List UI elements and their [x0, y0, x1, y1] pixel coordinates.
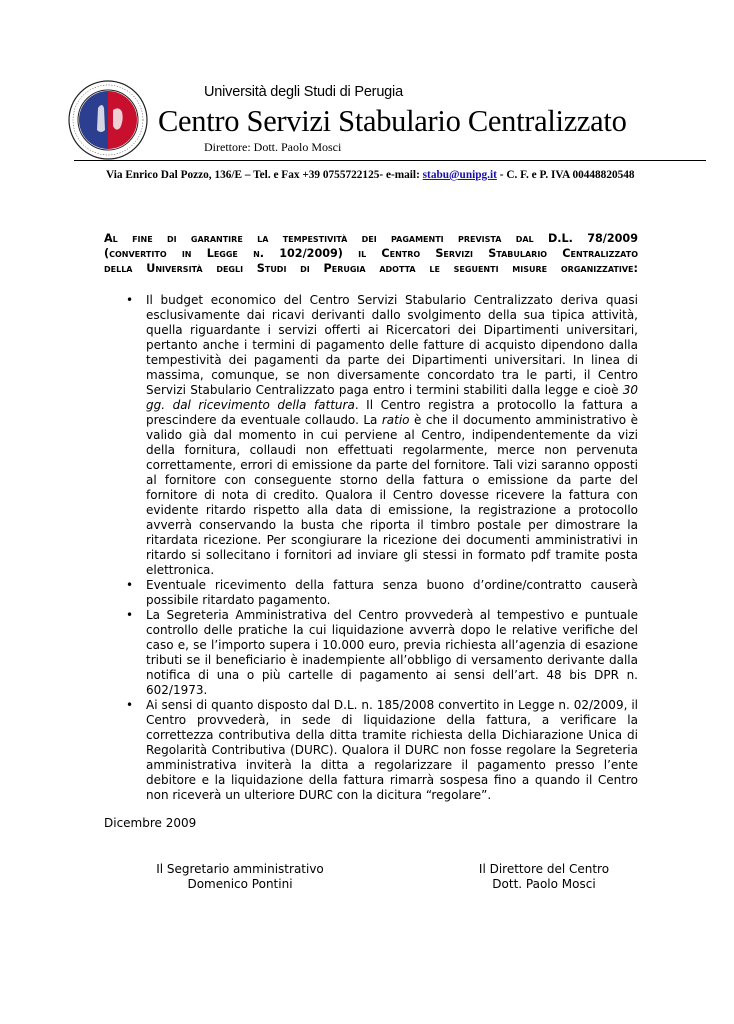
header-divider — [74, 160, 706, 161]
heading-line-2: (convertito in Legge n. 102/2009) il Centro Servizi Stabulario Centralizzato — [104, 247, 638, 260]
item-text: è che il documento amministrativo è valido già dal momento in cui perviene al Centro, indipendentemente da vizi della fornitura, collaudi non effettuati regolarmente, merce non pervenuta correttamente, errori di emissione da parte del fornitore. Tali vizi saranno opposti al fornitore con conseguente storno della fattura o emissione da parte del fornitore di nota di credito. Qualora il Centro dovesse ricevere la fattura con evidente ritardo rispetto alla data di emissione, la registrazione a protocollo avverrà conservando la busta che riporta il timbro postale per dimostrare la ritardata ricezione. Per scongiurare la ricezione dei documenti amministrativi in ritardo si sollecitano i fornitori ad inviare gli stessi in formato pdf tramite posta elettronica. — [146, 413, 638, 577]
item-text: Il budget economico del Centro Servizi Stabulario Centralizzato deriva quasi esclusivamente dai ricavi derivanti dallo svolgimento della sua tipica attività, quella riguardante i servizi offerti ai Ricercatori dei Dipartimenti universitari, pertanto anche i termini di pagamento delle fatture di acquisto dipendono dalla tempestività dei pagamenti da parte dei Dipartimenti universitari. In linea di massima, comunque, se non diversamente concordato tra le parti, il Centro Servizi Stabulario Centralizzato paga entro i termini stabiliti dalla legge e cioè — [146, 293, 638, 397]
bullet-icon: • — [126, 293, 134, 307]
item-italic: ratio — [381, 413, 410, 427]
center-title: Centro Servizi Stabulario Centralizzato — [158, 104, 627, 138]
address-line — [106, 169, 635, 181]
item-text: . Il Centro registra a protocollo la fattura a prescindere da eventuale collaudo. La — [146, 398, 639, 427]
heading-line-3: della Università degli Studi di Perugia adotta le seguenti misure organizzative: — [104, 262, 638, 275]
address-text: Via Enrico Dal Pozzo, 136/E – Tel. e Fax +39 0755722125- e-mail: — [106, 169, 423, 181]
list-item — [104, 293, 638, 578]
signature-name: Dott. Paolo Mosci — [492, 877, 596, 891]
item-italic: 30 gg. dal ricevimento della fattura — [146, 383, 638, 412]
director-line: Direttore: Dott. Paolo Mosci — [204, 140, 342, 154]
tax-code-text: - C. F. e P. IVA 00448820548 — [496, 169, 635, 181]
bullet-icon: • — [126, 578, 134, 592]
email-link[interactable]: stabu@unipg.it — [422, 169, 497, 181]
university-name: Università degli Studi di Perugia — [204, 84, 403, 100]
signature-secretary — [140, 862, 340, 892]
signature-director — [444, 862, 644, 892]
list-item — [104, 578, 638, 608]
item-text: Ai sensi di quanto disposto dal D.L. n. 185/2008 convertito in Legge n. 02/2009, il Centro provvederà, in sede di liquidazione della fattura, a verificare la correttezza contributiva della ditta tramite richiesta della Dichiarazione Unica di Regolarità Contributiva (DURC). Qualora il DURC non fosse regolare la Segreteria amministrativa inviterà la ditta a regolarizzare il pagamento presso l’ente debitore e la liquidazione della fattura rimarrà sospesa fino a quando il Centro non riceverà un ulteriore DURC con la dicitura “regolare”. — [146, 698, 638, 802]
measures-list — [104, 293, 638, 803]
university-seal-icon — [68, 80, 148, 160]
list-item — [104, 608, 638, 698]
item-text: La Segreteria Amministrativa del Centro provvederà al tempestivo e puntuale controllo delle pratiche la cui liquidazione avverrà dopo le relative verifiche del caso e, se l’importo supera i 10.000 euro, previa richiesta all’agenzia di esazione tributi se il beneficiario è inadempiente all’obbligo di versamento derivante dalla notifica di una o più cartelle di pagamento ai sensi dell’art. 48 bis DPR n. 602/1973. — [146, 608, 638, 697]
signature-name: Domenico Pontini — [187, 877, 293, 891]
bullet-icon: • — [126, 698, 134, 712]
item-text: Eventuale ricevimento della fattura senza buono d’ordine/contratto causerà possibile ritardato pagamento. — [146, 578, 638, 607]
bullet-icon: • — [126, 608, 134, 622]
document-heading — [104, 231, 638, 276]
signature-role: Il Segretario amministrativo — [156, 862, 324, 876]
list-item — [104, 698, 638, 803]
signature-role: Il Direttore del Centro — [478, 862, 610, 876]
heading-line-1: Al fine di garantire la tempestività dei pagamenti prevista dal D.L. 78/2009 — [104, 232, 638, 245]
document-date: Dicembre 2009 — [104, 816, 197, 830]
